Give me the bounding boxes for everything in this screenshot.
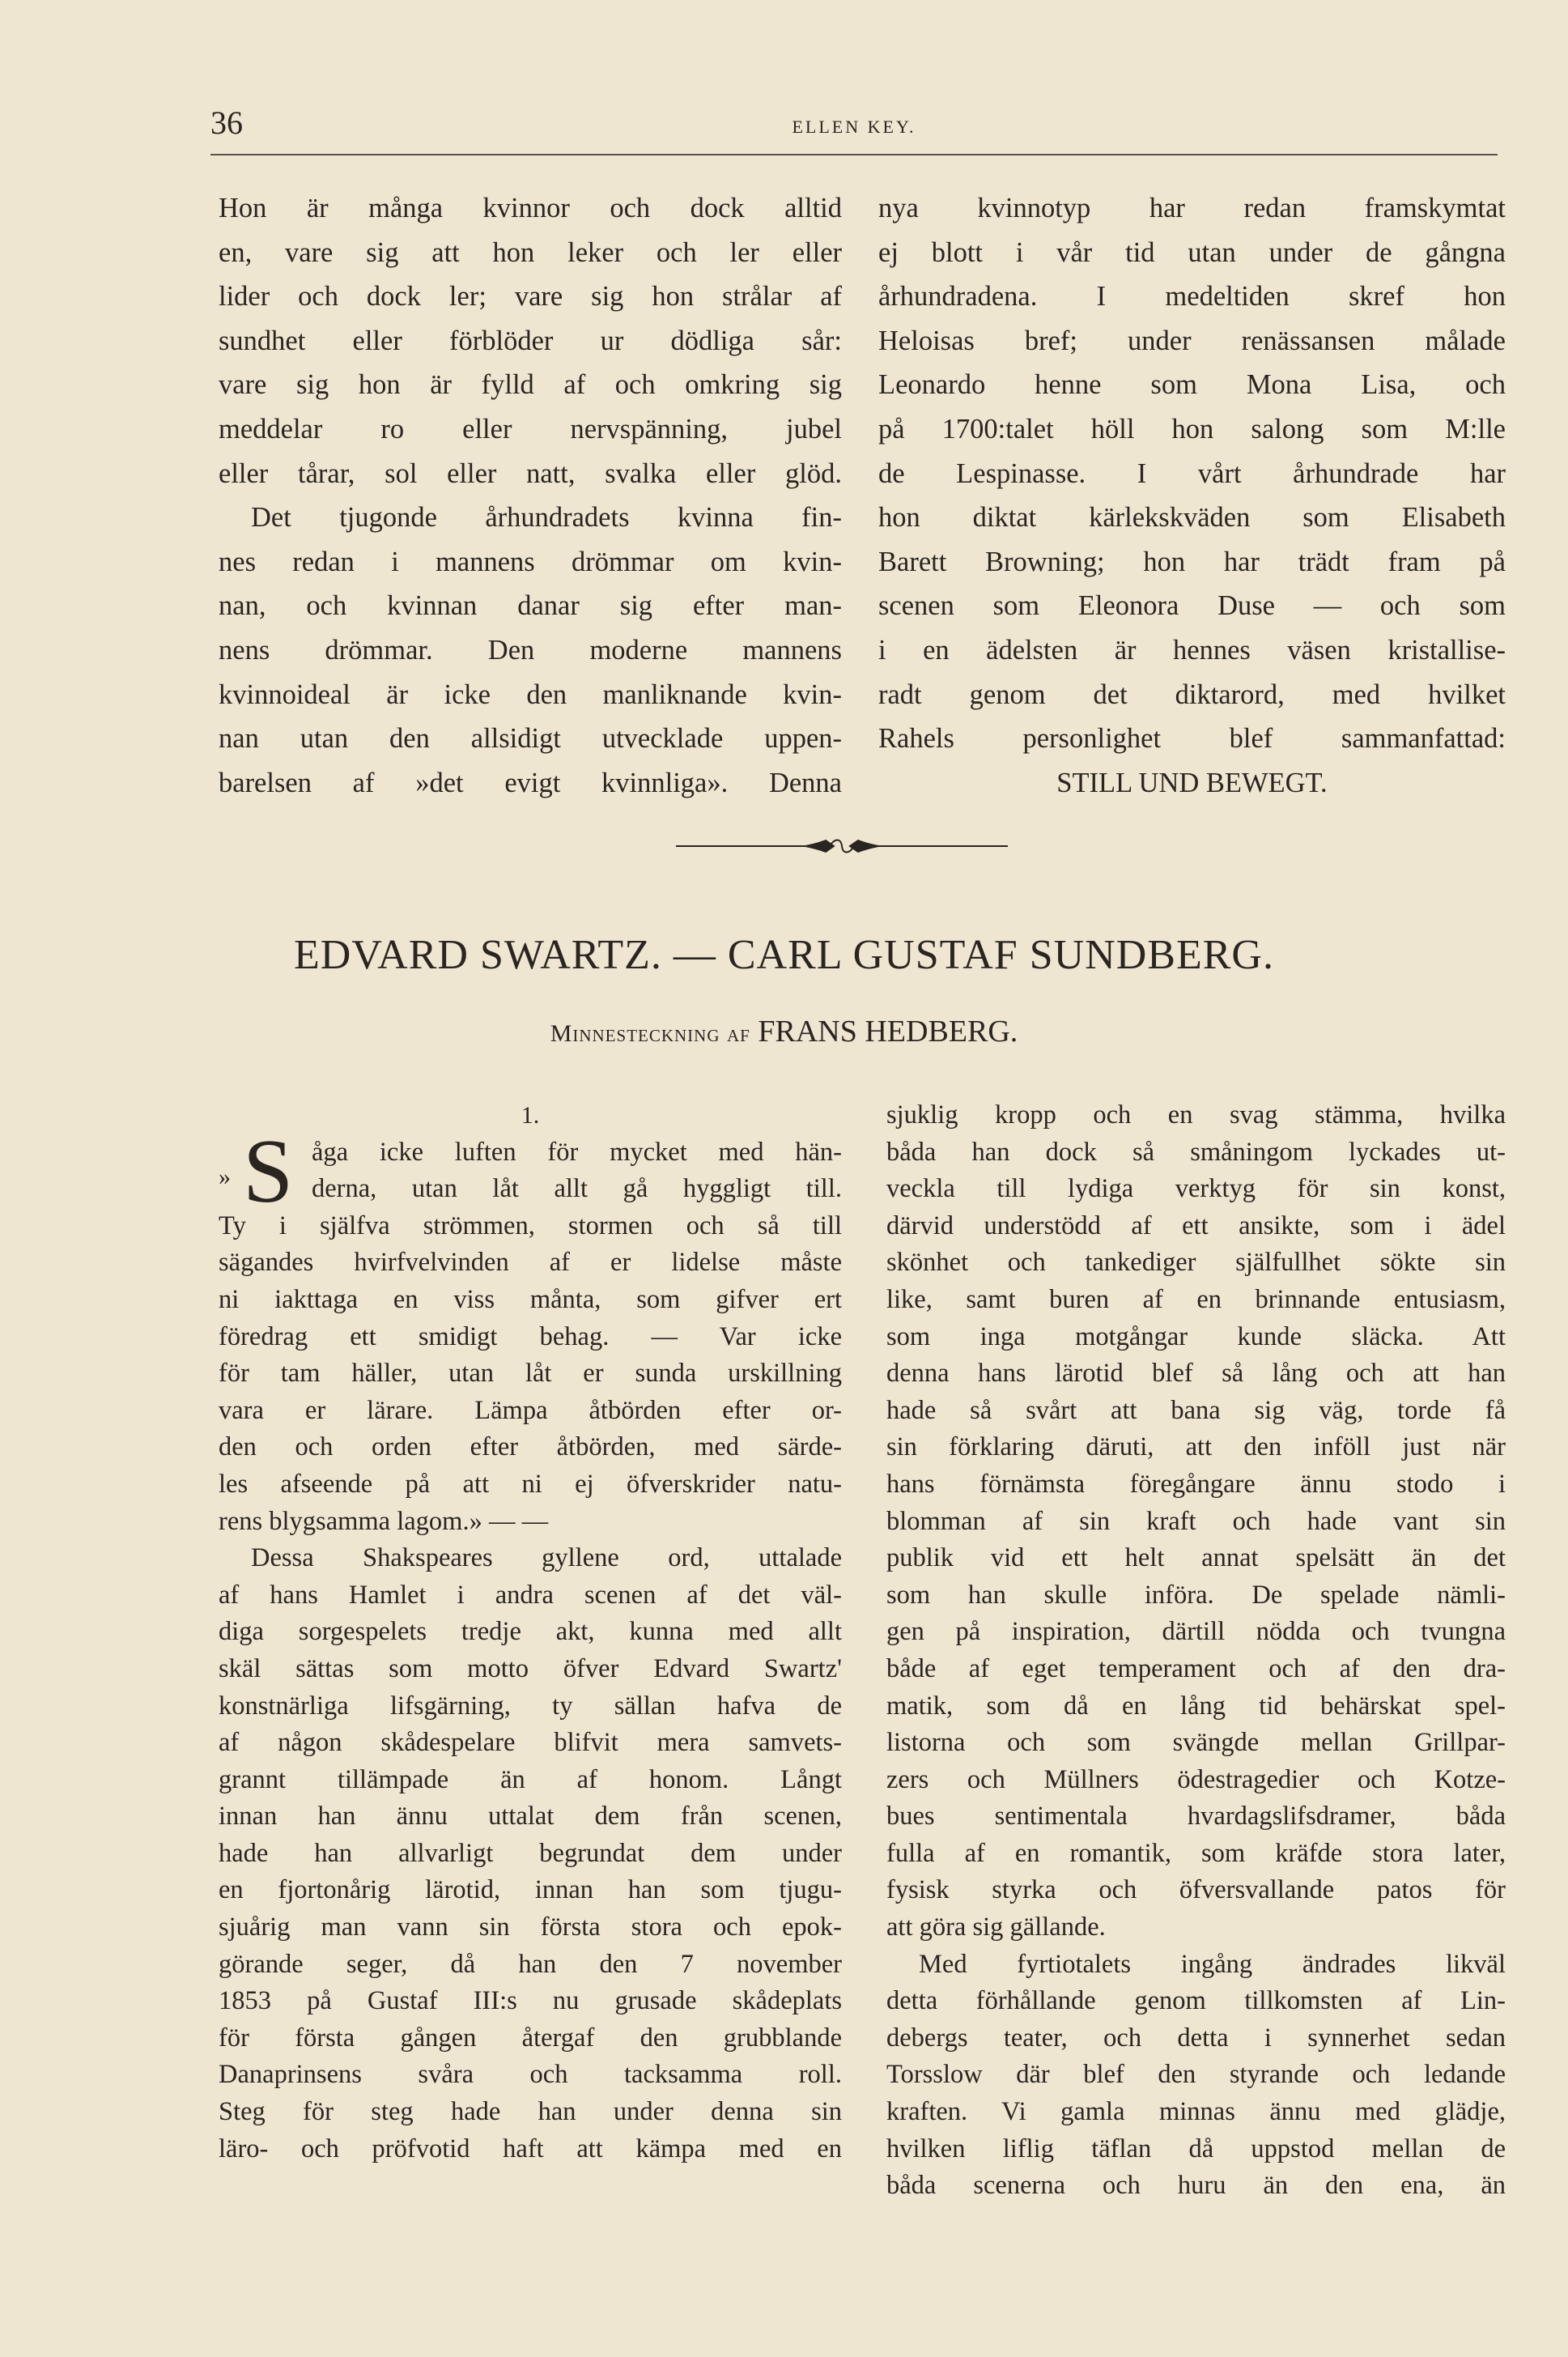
text-line: på 1700:talet höll hon salong som M:lle bbox=[878, 413, 1506, 445]
text-line: hade han allvarligt begrundat dem under bbox=[219, 1838, 842, 1868]
text-line: publik vid ett helt annat spelsätt än det bbox=[886, 1543, 1506, 1573]
text-line: rens blygsamma lagom.» — — bbox=[219, 1506, 549, 1536]
text-line: kvinnoideal är icke den manliknande kvin- bbox=[219, 679, 842, 710]
text-line: matik, som då en lång tid behärskat spel- bbox=[886, 1691, 1506, 1721]
text-line: meddelar ro eller nervspänning, jubel bbox=[219, 413, 842, 445]
text-line: gen på inspiration, därtill nödda och tvungna bbox=[886, 1617, 1506, 1647]
text-line: af någon skådespelare blifvit mera samvets- bbox=[219, 1728, 842, 1758]
text-line: för första gången återgaf den grubblande bbox=[219, 2023, 842, 2053]
bottom-right-column bbox=[886, 1097, 1506, 2205]
text-line: derna, utan låt allt gå hyggligt till. bbox=[312, 1174, 842, 1204]
text-line: nan, och kvinnan danar sig efter man- bbox=[219, 590, 842, 622]
text-line: fulla af en romantik, som kräfde stora later, bbox=[886, 1838, 1506, 1868]
text-line: listorna och som svängde mellan Grillpar- bbox=[886, 1728, 1506, 1758]
text-line: sin förklaring däruti, att den inföll just när bbox=[886, 1432, 1506, 1462]
page-header bbox=[210, 104, 1498, 160]
running-head: ELLEN KEY. bbox=[792, 117, 916, 137]
text-line: sägandes hvirfvelvinden af er lidelse måste bbox=[219, 1248, 842, 1278]
page-number: 36 bbox=[210, 104, 243, 141]
text-line: nes redan i mannens drömmar om kvin- bbox=[219, 546, 842, 577]
text-line: Barett Browning; hon har trädt fram på bbox=[878, 546, 1506, 577]
text-line: skäl sättas som motto öfver Edvard Swartz' bbox=[219, 1653, 842, 1683]
top-right-column bbox=[878, 186, 1506, 805]
text-line: nya kvinnotyp har redan framskymtat bbox=[878, 193, 1506, 223]
text-line: kraften. Vi gamla minnas ännu med glädje, bbox=[886, 2097, 1506, 2127]
text-line: denna hans lärotid blef så lång och att han bbox=[886, 1359, 1506, 1389]
closing-motto: STILL UND BEWEGT. bbox=[1056, 767, 1328, 798]
text-line: århundradena. I medeltiden skref hon bbox=[878, 281, 1506, 313]
section-divider-ornament bbox=[676, 834, 1008, 858]
text-line: grannt tillämpade än af honom. Långt bbox=[219, 1764, 842, 1794]
text-line: hon diktat kärlekskväden som Elisabeth bbox=[878, 502, 1506, 534]
top-left-column bbox=[219, 186, 842, 805]
text-line: Leonardo henne som Mona Lisa, och bbox=[878, 369, 1506, 401]
subtitle-prefix: Minnesteckning af bbox=[550, 1020, 750, 1047]
text-line: Danaprinsens svåra och tacksamma roll. bbox=[219, 2060, 842, 2090]
text-line: sjuårig man vann sin första stora och epok- bbox=[219, 1912, 842, 1942]
bottom-left-column bbox=[219, 1097, 842, 2168]
text-line: bues sentimentala hvardagslifsdramer, båda bbox=[886, 1802, 1506, 1832]
text-line: scenen som Eleonora Duse — och som bbox=[878, 590, 1506, 622]
text-line: fysisk styrka och öfversvallande patos för bbox=[886, 1875, 1506, 1905]
text-line: Torsslow där blef den styrande och ledande bbox=[886, 2060, 1506, 2090]
text-line: hvilken liflig täflan då uppstod mellan de bbox=[886, 2134, 1506, 2163]
text-line: för tam häller, utan låt er sunda urskillning bbox=[219, 1359, 842, 1389]
text-line: att göra sig gällande. bbox=[886, 1912, 1106, 1942]
dropcap-paragraph-start bbox=[219, 1121, 842, 1222]
text-line: nan utan den allsidigt utvecklade uppen- bbox=[219, 723, 842, 755]
text-line: Dessa Shakspeares gyllene ord, uttalade bbox=[251, 1543, 842, 1573]
article-title: EDVARD SWARTZ. — CARL GUSTAF SUNDBERG. bbox=[294, 932, 1274, 978]
text-line: radt genom det diktarord, med hvilket bbox=[878, 679, 1506, 710]
text-line: af hans Hamlet i andra scenen af det väl- bbox=[219, 1580, 842, 1610]
text-line: Med fyrtiotalets ingång ändrades likväl bbox=[919, 1949, 1506, 1979]
text-line: like, samt buren af en brinnande entusiasm, bbox=[886, 1284, 1506, 1314]
text-line: diga sorgespelets tredje akt, kunna med allt bbox=[219, 1617, 842, 1647]
text-line: eller tårar, sol eller natt, svalka eller glöd. bbox=[219, 457, 842, 489]
section-number: 1. bbox=[521, 1102, 540, 1129]
text-line: både af eget temperament och af den dra- bbox=[886, 1653, 1506, 1683]
text-line: Rahels personlighet blef sammanfattad: bbox=[878, 723, 1506, 755]
text-line: nens drömmar. Den moderne mannens bbox=[219, 634, 842, 666]
text-line: konstnärliga lifsgärning, ty sällan hafva de bbox=[219, 1691, 842, 1721]
text-line: föredrag ett smidigt behag. — Var icke bbox=[219, 1321, 842, 1351]
drop-cap-letter: S bbox=[243, 1121, 294, 1222]
text-line: båda han dock så småningom lyckades ut- bbox=[886, 1137, 1506, 1167]
text-line: debergs teater, och detta i synnerhet sedan bbox=[886, 2023, 1506, 2053]
text-line: hade så svårt att bana sig väg, torde få bbox=[886, 1395, 1506, 1425]
text-line: sjuklig kropp och en svag stämma, hvilka bbox=[886, 1100, 1506, 1130]
text-line: innan han ännu uttalat dem från scenen, bbox=[219, 1802, 842, 1832]
header-rule bbox=[210, 154, 1498, 155]
text-line: läro- och pröfvotid haft att kämpa med en bbox=[219, 2134, 842, 2163]
text-line: därvid understödd af ett ansikte, som i ädel bbox=[886, 1210, 1506, 1240]
text-line: den och orden efter åtbörden, med särde- bbox=[219, 1432, 842, 1462]
text-line: hans förnämsta föregångare ännu stodo i bbox=[886, 1469, 1506, 1499]
text-line: en, vare sig att hon leker och ler eller bbox=[219, 236, 842, 268]
text-line: blomman af sin kraft och hade vant sin bbox=[886, 1506, 1506, 1536]
text-line: som han skulle införa. De spelade nämli- bbox=[886, 1580, 1506, 1610]
text-line: Steg för steg hade han under denna sin bbox=[219, 2097, 842, 2127]
text-line: åga icke luften för mycket med hän- bbox=[312, 1137, 842, 1167]
text-line: Hon är många kvinnor och dock alltid bbox=[219, 193, 842, 223]
text-line: vara er lärare. Lämpa åtbörden efter or- bbox=[219, 1395, 842, 1425]
text-line: båda scenerna och huru än den ena, än bbox=[886, 2171, 1506, 2201]
text-line: sundhet eller förblöder ur dödliga sår: bbox=[219, 325, 842, 356]
text-line: detta förhållande genom tillkomsten af Lin- bbox=[886, 1986, 1506, 2016]
text-line: veckla till lydiga verktyg för sin konst, bbox=[886, 1174, 1506, 1204]
text-line: 1853 på Gustaf III:s nu grusade skådeplats bbox=[219, 1986, 842, 2016]
text-line: skönhet och tankediger själfullhet sökte sin bbox=[886, 1248, 1506, 1278]
text-line: ni iakttaga en viss månta, som gifver ert bbox=[219, 1284, 842, 1314]
text-line: Heloisas bref; under renässansen målade bbox=[878, 325, 1506, 356]
text-line: les afseende på att ni ej öfverskrider natu- bbox=[219, 1469, 842, 1499]
text-line: de Lespinasse. I vårt århundrade har bbox=[878, 457, 1506, 489]
text-line: i en ädelsten är hennes väsen kristallise- bbox=[878, 634, 1506, 666]
text-line: som inga motgångar kunde släcka. Att bbox=[886, 1321, 1506, 1351]
text-line: en fjortonårig lärotid, innan han som tjugu- bbox=[219, 1875, 842, 1905]
text-line: görande seger, då han den 7 november bbox=[219, 1949, 842, 1979]
text-line: zers och Müllners ödestragedier och Kotze- bbox=[886, 1764, 1506, 1794]
text-line: barelsen af »det evigt kvinnliga». Denna bbox=[219, 767, 842, 798]
subtitle-author: FRANS HEDBERG. bbox=[758, 1015, 1018, 1049]
text-line: Ty i själfva strömmen, stormen och så till bbox=[219, 1210, 842, 1240]
article-subtitle bbox=[0, 1014, 1568, 1049]
text-line: Det tjugonde århundradets kvinna fin- bbox=[251, 502, 842, 534]
text-line: lider och dock ler; vare sig hon strålar af bbox=[219, 281, 842, 313]
text-line: ej blott i vår tid utan under de gångna bbox=[878, 236, 1506, 268]
text-line: vare sig hon är fylld af och omkring sig bbox=[219, 369, 842, 401]
opening-quote-mark: » bbox=[219, 1163, 231, 1190]
